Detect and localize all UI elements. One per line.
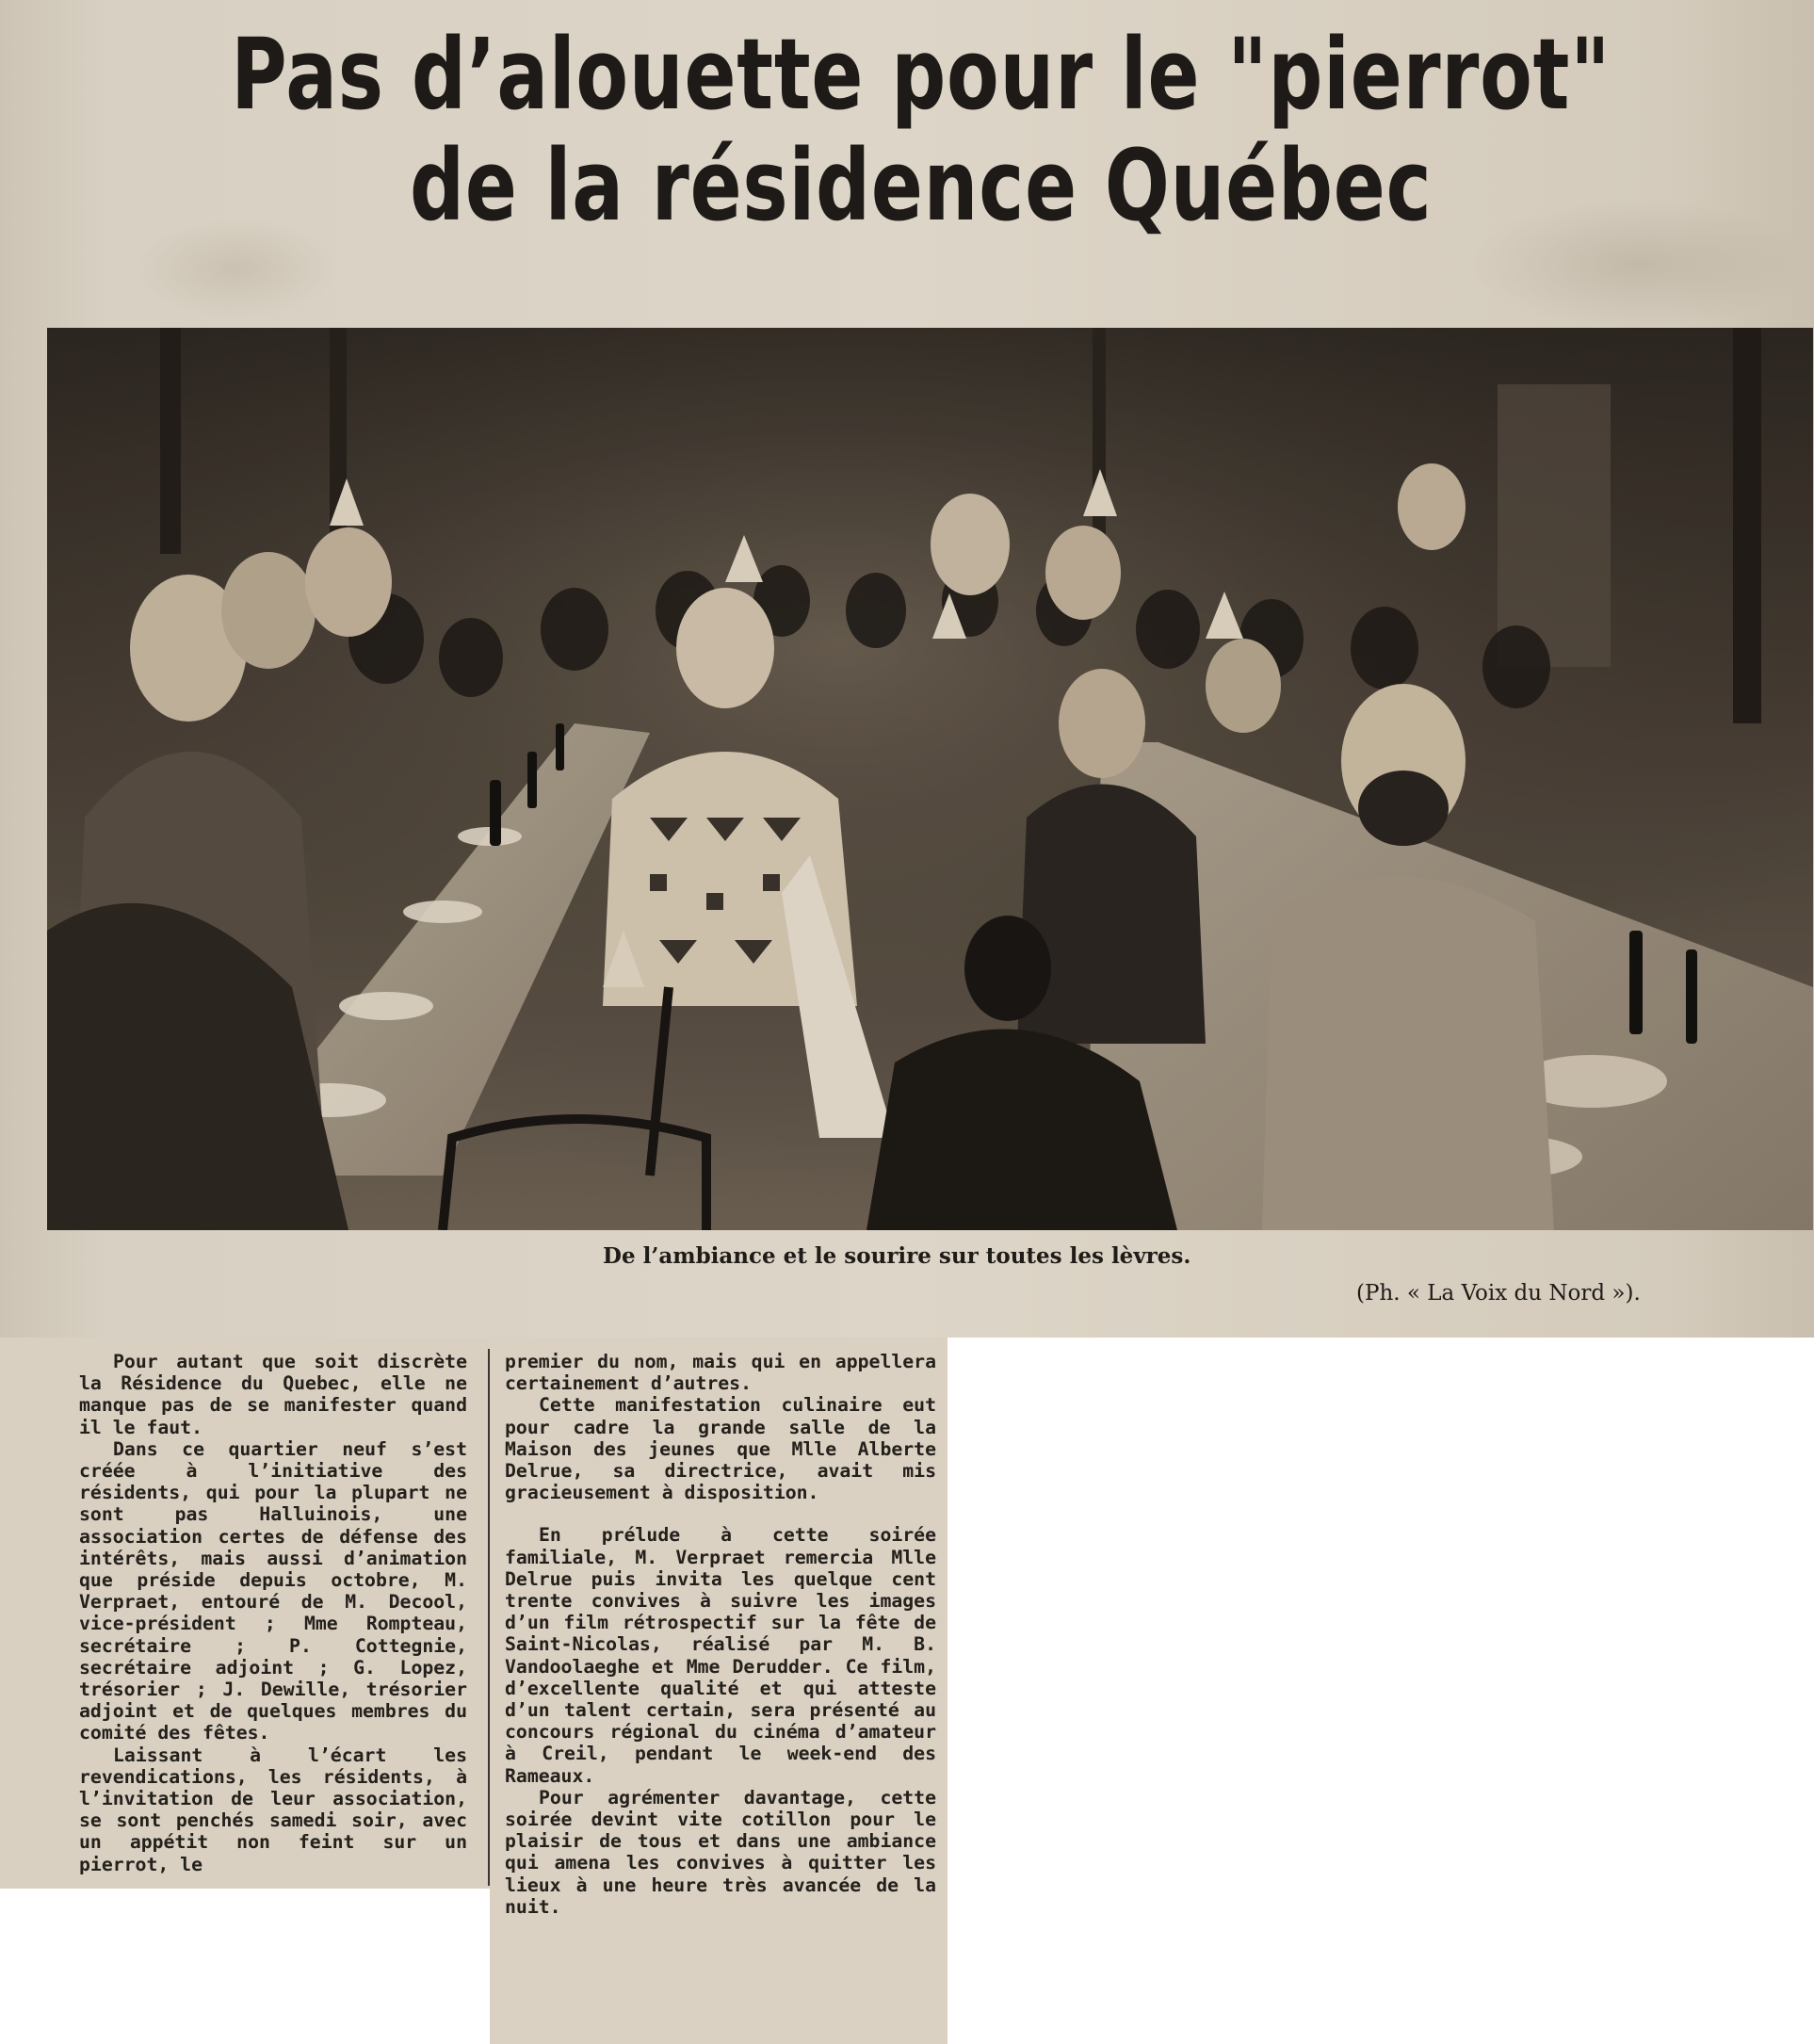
- article-column-2: [505, 1351, 936, 1918]
- banquet-photo-image: [47, 328, 1813, 1230]
- column-divider: [488, 1349, 490, 1886]
- article-column-1: [79, 1351, 467, 1875]
- article-paragraph: Laissant à l’écart les revendications, les résidents, à l’invitation de leur association, se sont penchés samedi soir, avec un appétit non feint sur un pierrot, le: [79, 1744, 467, 1875]
- banquet-photo: [47, 328, 1813, 1230]
- article-paragraph: premier du nom, mais qui en appellera certainement d’autres.: [505, 1351, 936, 1395]
- photo-credit: (Ph. « La Voix du Nord »).: [1356, 1281, 1641, 1306]
- headline-line-2: de la résidence Québec: [410, 128, 1433, 243]
- photo-caption: De l’ambiance et le sourire sur toutes les lèvres.: [603, 1243, 1191, 1269]
- article-headline: [214, 19, 1628, 241]
- article-paragraph: Pour agrémenter davantage, cette soirée devint vite cotillon pour le plaisir de tous et dans une ambiance qui amena les convives à quitter les lieux à une heure très avancée de la nuit.: [505, 1786, 936, 1918]
- article-paragraph: Dans ce quartier neuf s’est créée à l’initiative des résidents, qui pour la plupart ne sont pas Halluinois, une association certes de défense des intérêts, mais aussi d’animation que préside depuis octobre, M. Verpraet, entouré de M. Decool, vice-président ; Mme Rompteau, secrétaire ; P. Cottegnie, secrétaire adjoint ; G. Lopez, trésorier ; J. Dewille, trésorier adjoint et de quelques membres du comité des fêtes.: [79, 1437, 467, 1744]
- article-paragraph: Cette manifestation culinaire eut pour cadre la grande salle de la Maison des jeunes que Mlle Alberte Delrue, sa directrice, avait mis gracieusement à disposition.: [505, 1394, 936, 1504]
- headline-line-1: Pas d’alouette pour le "pierrot": [231, 17, 1612, 132]
- article-paragraph: Pour autant que soit discrète la Résidence du Quebec, elle ne manque pas de se manifester quand il le faut.: [79, 1351, 467, 1438]
- article-paragraph: En prélude à cette soirée familiale, M. Verpraet remercia Mlle Delrue puis invita les quelque cent trente convives à suivre les images d’un film rétrospectif sur la fête de Saint-Nicolas, réalisé par M. B. Vandoolaeghe et Mme Derudder. Ce film, d’excellente qualité et qui atteste d’un talent certain, sera présenté au concours régional du cinéma d’amateur à Creil, pendant le week-end des Rameaux.: [505, 1524, 936, 1787]
